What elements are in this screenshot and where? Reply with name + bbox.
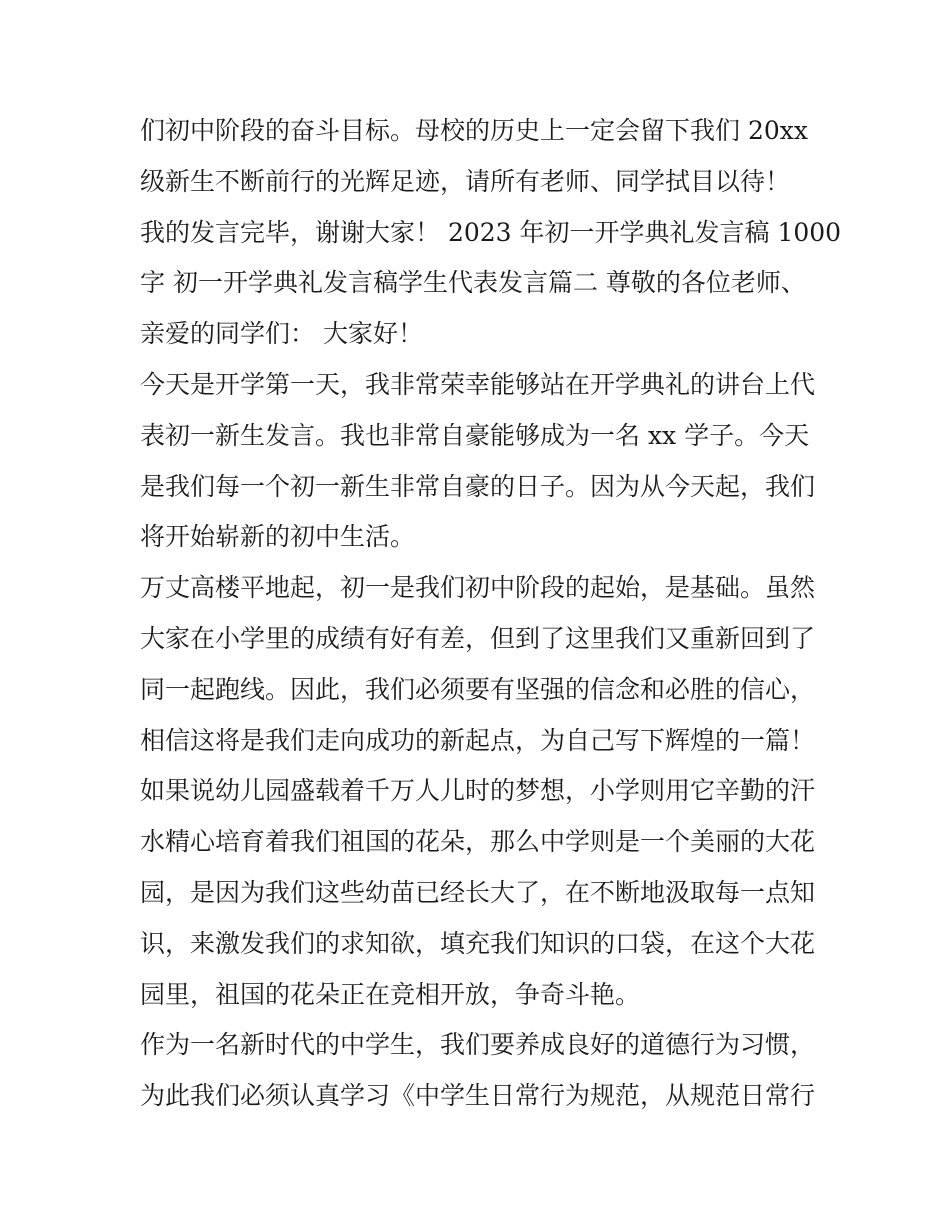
text-line: 万丈高楼平地起，初一是我们初中阶段的起始，是基础。虽然 — [140, 573, 816, 603]
text-line: 今天是开学第一天，我非常荣幸能够站在开学典礼的讲台上代 — [140, 369, 816, 399]
text-line: 亲爱的同学们： 大家好！ — [140, 319, 423, 349]
text-line: 们初中阶段的奋斗目标。母校的历史上一定会留下我们 20xx — [140, 116, 808, 145]
text-line: 作为一名新时代的中学生，我们要养成良好的道德行为习惯， — [140, 1030, 816, 1060]
text-line: 表初一新生发言。我也非常自豪能够成为一名 xx 学子。今天 — [140, 420, 810, 450]
text-line: 园，是因为我们这些幼苗已经长大了，在不断地汲取每一点知 — [140, 877, 816, 907]
text-line: 级新生不断前行的光辉足迹，请所有老师、同学拭目以待！ — [140, 166, 791, 196]
text-line: 如果说幼儿园盛载着千万人儿时的梦想，小学则用它辛勤的汗 — [140, 776, 816, 806]
document-body — [140, 106, 842, 1122]
text-line: 为此我们必须认真学习《中学生日常行为规范，从规范日常行 — [140, 1081, 816, 1111]
text-line: 是我们每一个初一新生非常自豪的日子。因为从今天起，我们 — [140, 471, 816, 501]
text-line: 园里，祖国的花朵正在竞相开放，争奇斗艳。 — [140, 979, 641, 1009]
text-line: 将开始崭新的初中生活。 — [140, 522, 416, 552]
text-line: 识，来激发我们的求知欲，填充我们知识的口袋，在这个大花 — [140, 928, 816, 958]
text-line: 同一起跑线。因此，我们必须要有坚强的信念和必胜的信心， — [140, 674, 816, 704]
text-line: 水精心培育着我们祖国的花朵，那么中学则是一个美丽的大花 — [140, 827, 816, 857]
text-line: 大家在小学里的成绩有好有差，但到了这里我们又重新回到了 — [140, 623, 816, 653]
text-line: 相信这将是我们走向成功的新起点，为自己写下辉煌的一篇！ — [140, 725, 816, 755]
text-line: 字 初一开学典礼发言稿学生代表发言篇二 尊敬的各位老师、 — [140, 268, 806, 298]
text-line: 我的发言完毕，谢谢大家！ 2023 年初一开学典礼发言稿 1000 — [140, 217, 842, 247]
